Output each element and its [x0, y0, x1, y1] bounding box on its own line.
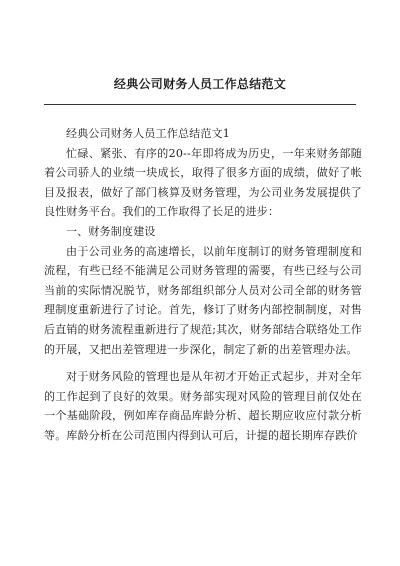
section-heading: 一、财务制度建设 [66, 224, 156, 238]
title-divider [44, 104, 356, 105]
document-title: 经典公司财务人员工作总结范文 [113, 77, 287, 91]
body-paragraph: 由于公司业务的高速增长，以前年度制订的财务管理制度和流程，有些已经不能满足公司财务管理的需要，有些已经与公司当前的实际情况脱节，财务部组织部分人员对公司全部的财务管理制度重新进行了讨论。首先，修订了财务内部控制制度，对售后直销的财务流程重新进行了规范;其次，财务部结合联络处工作的开展，又把出差管理进一步深化，制定了新的出差管理办法。 [44, 244, 362, 356]
document-body [44, 124, 362, 446]
body-paragraph: 对于财务风险的管理也是从年初才开始正式起步，并对全年的工作起到了良好的效果。财务部实现对风险的管理目前仅处在一个基础阶段，例如库存商品库龄分析、超长期应收应付款分析等。库龄分析在公司范围内得到认可后，计提的超长期库存跌价 [44, 370, 362, 442]
subtitle-paragraph: 经典公司财务人员工作总结范文1 [66, 127, 230, 140]
intro-paragraph: 忙碌、紧张、有序的20--年即将成为历史，一年来财务部随着公司骄人的业绩一块成长，取得了很多方面的成绩，做好了帐目及报表，做好了部门核算及财务管理，为公司业务发展提供了良性财务平台。我们的工作取得了长足的进步： [44, 146, 362, 219]
